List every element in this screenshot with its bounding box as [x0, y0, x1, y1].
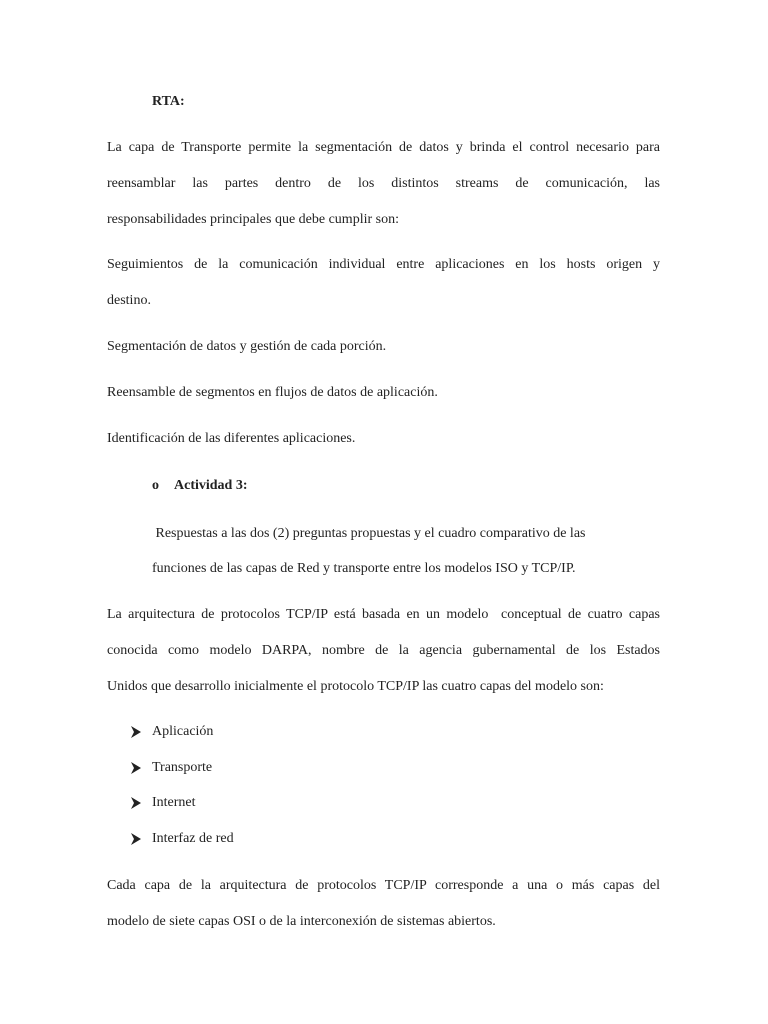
conclusion-line-2: modelo de siete capas OSI o de la interconexión de sistemas abiertos. [107, 914, 496, 929]
intro-line-3: responsabilidades principales que debe cumplir son: [107, 212, 399, 227]
architecture-line-1: La arquitectura de protocolos TCP/IP está basada en un modelo conceptual de cuatro capas [107, 607, 660, 622]
responsibility-3: Reensamble de segmentos en flujos de datos de aplicación. [107, 385, 438, 400]
arrow-bullet-icon [130, 726, 142, 738]
intro-line-1: La capa de Transporte permite la segmentación de datos y brinda el control necesario para [107, 140, 660, 155]
responsibility-1-line-2: destino. [107, 293, 151, 308]
layer-item-aplicacion: Aplicación [152, 724, 214, 739]
layer-item-transporte: Transporte [152, 760, 213, 775]
layer-item-interfaz-de-red: Interfaz de red [152, 831, 234, 846]
layer-item-internet: Internet [152, 795, 196, 810]
activity-desc-line-1: Respuestas a las dos (2) preguntas propuestas y el cuadro comparativo de las [152, 526, 586, 541]
arrow-bullet-icon [130, 762, 142, 774]
conclusion-line-1: Cada capa de la arquitectura de protocolos TCP/IP corresponde a una o más capas del [107, 878, 660, 893]
activity-bullet: o [152, 478, 159, 493]
activity-title: Actividad 3: [174, 478, 248, 493]
activity-desc-line-2: funciones de las capas de Red y transporte entre los modelos ISO y TCP/IP. [152, 561, 576, 576]
architecture-line-3: Unidos que desarrollo inicialmente el protocolo TCP/IP las cuatro capas del modelo son: [107, 679, 604, 694]
intro-line-2: reensamblar las partes dentro de los distintos streams de comunicación, las [107, 176, 660, 191]
architecture-line-2: conocida como modelo DARPA, nombre de la agencia gubernamental de los Estados [107, 643, 660, 658]
responsibility-2: Segmentación de datos y gestión de cada porción. [107, 339, 387, 354]
responsibility-4: Identificación de las diferentes aplicaciones. [107, 431, 356, 446]
rta-heading: RTA: [152, 94, 185, 109]
responsibility-1-line-1: Seguimientos de la comunicación individual entre aplicaciones en los hosts origen y [107, 257, 660, 272]
arrow-bullet-icon [130, 833, 142, 845]
arrow-bullet-icon [130, 797, 142, 809]
